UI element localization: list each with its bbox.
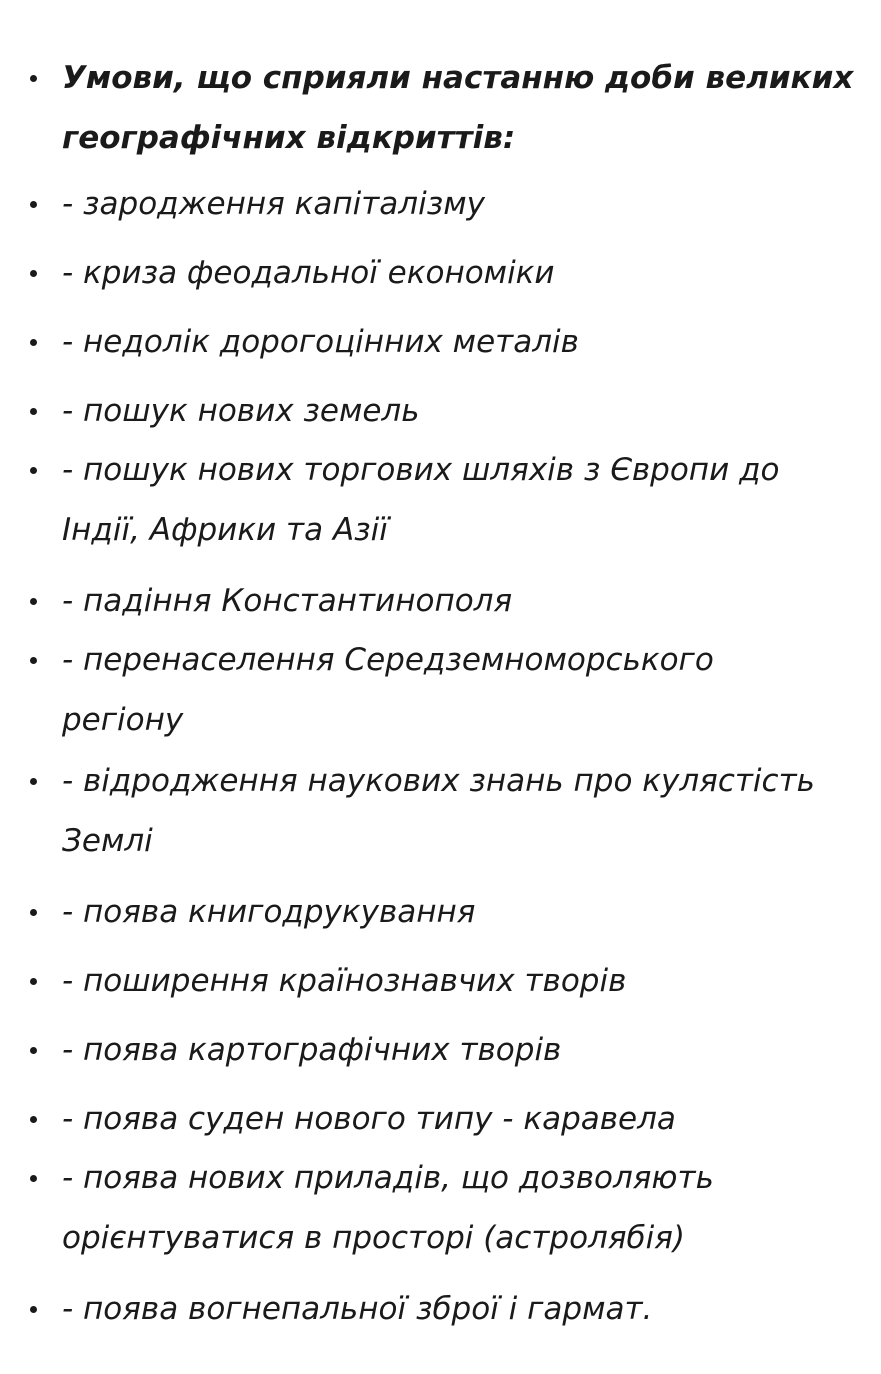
list-item-text: - поява суден нового типу - каравела <box>62 1101 676 1137</box>
list-item-line: регіону <box>62 702 184 738</box>
bullet-icon <box>26 882 40 942</box>
list-item-line: - поява нових приладів, що дозволяють <box>62 1160 714 1196</box>
bullet-icon <box>26 243 40 303</box>
list-item-text <box>62 751 874 871</box>
bullet-icon <box>26 174 40 234</box>
list-item-line: - відродження наукових знань про кулястість <box>62 763 815 799</box>
bullet-icon <box>26 440 40 500</box>
bullet-icon <box>26 312 40 372</box>
list-item-text: - зародження капіталізму <box>62 186 485 222</box>
list-item-line: - пошук нових торгових шляхів з Європи до <box>62 452 780 488</box>
list-item-text <box>62 1148 874 1268</box>
list-item-line: Індії, Африки та Азії <box>62 512 388 548</box>
list-item-text: - поява картографічних творів <box>62 1032 562 1068</box>
bullet-icon <box>26 951 40 1011</box>
heading-line: Умови, що сприяли настанню доби великих <box>62 60 854 96</box>
heading-line: географічних відкриттів: <box>62 120 516 156</box>
list-item-text: - поява книгодрукування <box>62 894 476 930</box>
bullet-icon <box>26 381 40 441</box>
list-item-line: - перенаселення Середземноморського <box>62 642 714 678</box>
bullet-icon <box>26 48 40 108</box>
bullet-icon <box>26 1089 40 1149</box>
list-item-text: - пошук нових земель <box>62 393 420 429</box>
bullet-icon <box>26 1020 40 1080</box>
heading-text <box>62 48 874 168</box>
list-item-text: - криза феодальної економіки <box>62 255 555 291</box>
bullet-icon <box>26 751 40 811</box>
bullet-icon <box>26 571 40 631</box>
list-item-line: орієнтуватися в просторі (астролябія) <box>62 1220 685 1256</box>
list-item-line: Землі <box>62 823 153 859</box>
list-item-text: - поширення країнознавчих творів <box>62 963 627 999</box>
list-item-text: - падіння Константинополя <box>62 583 513 619</box>
list-item-text <box>62 630 874 750</box>
bullet-icon <box>26 1148 40 1208</box>
bullet-icon <box>26 1279 40 1339</box>
list-item-text: - недолік дорогоцінних металів <box>62 324 579 360</box>
bullet-icon <box>26 630 40 690</box>
list-item-text: - поява вогнепальної зброї і гармат. <box>62 1291 653 1327</box>
list-item-text <box>62 440 874 560</box>
